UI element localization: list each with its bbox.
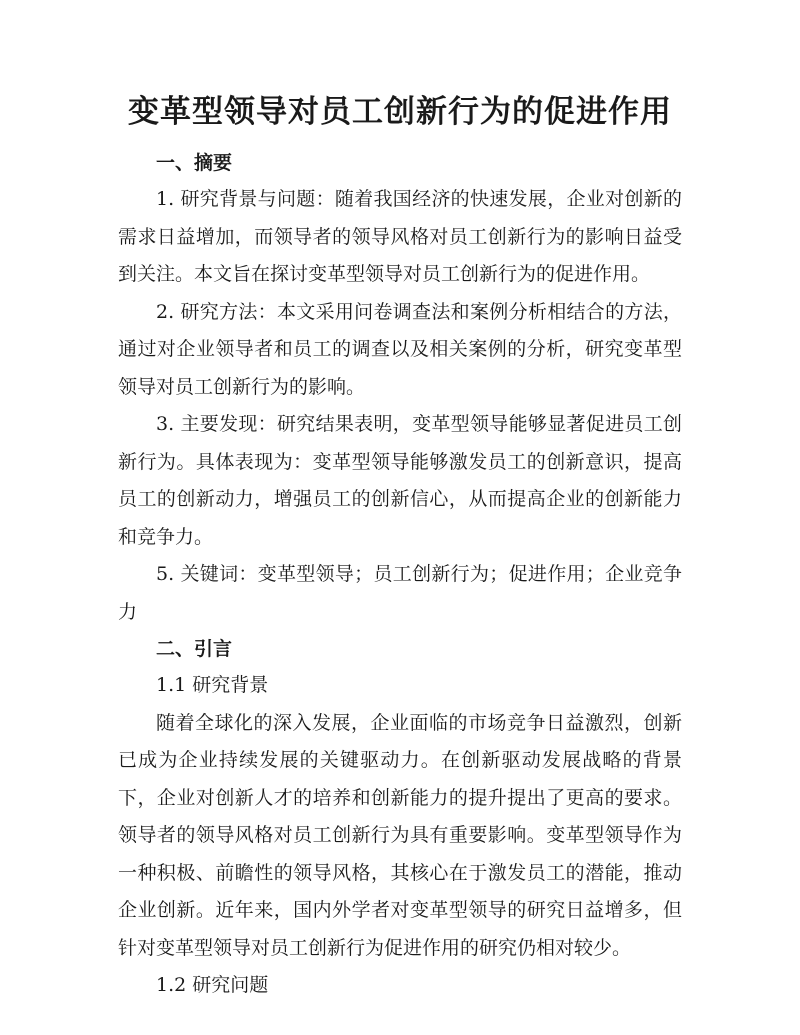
research-question-subheading: 1.2 研究问题 xyxy=(156,974,269,996)
abstract-paragraph-method: 2. 研究方法：本文采用问卷调查法和案例分析相结合的方法，通过对企业领导者和员工的调查以及相关案例的分析，研究变革型领导对员工创新行为的影响。 xyxy=(118,300,682,398)
document-body xyxy=(118,145,682,1005)
document-title: 变革型领导对员工创新行为的促进作用 xyxy=(128,94,672,130)
research-background-subheading: 1.1 研究背景 xyxy=(156,674,269,696)
introduction-heading: 二、引言 xyxy=(156,638,233,660)
abstract-paragraph-background: 1. 研究背景与问题：随着我国经济的快速发展，企业对创新的需求日益增加，而领导者的领导风格对员工创新行为的影响日益受到关注。本文旨在探讨变革型领导对员工创新行为的促进作用。 xyxy=(118,188,682,285)
abstract-paragraph-keywords: 5. 关键词：变革型领导；员工创新行为；促进作用；企业竞争力 xyxy=(118,563,682,623)
abstract-paragraph-findings: 3. 主要发现：研究结果表明，变革型领导能够显著促进员工创新行为。具体表现为：变革型领导能够激发员工的创新意识，提高员工的创新动力，增强员工的创新信心，从而提高企业的创新能力和竞争力。 xyxy=(118,413,682,548)
abstract-heading: 一、摘要 xyxy=(156,152,233,174)
research-background-paragraph: 随着全球化的深入发展，企业面临的市场竞争日益激烈，创新已成为企业持续发展的关键驱动力。在创新驱动发展战略的背景下，企业对创新人才的培养和创新能力的提升提出了更高的要求。领导者的领导风格对员工创新行为具有重要影响。变革型领导作为一种积极、前瞻性的领导风格，其核心在于激发员工的潜能，推动企业创新。近年来，国内外学者对变革型领导的研究日益增多，但针对变革型领导对员工创新行为促进作用的研究仍相对较少。 xyxy=(118,711,682,959)
